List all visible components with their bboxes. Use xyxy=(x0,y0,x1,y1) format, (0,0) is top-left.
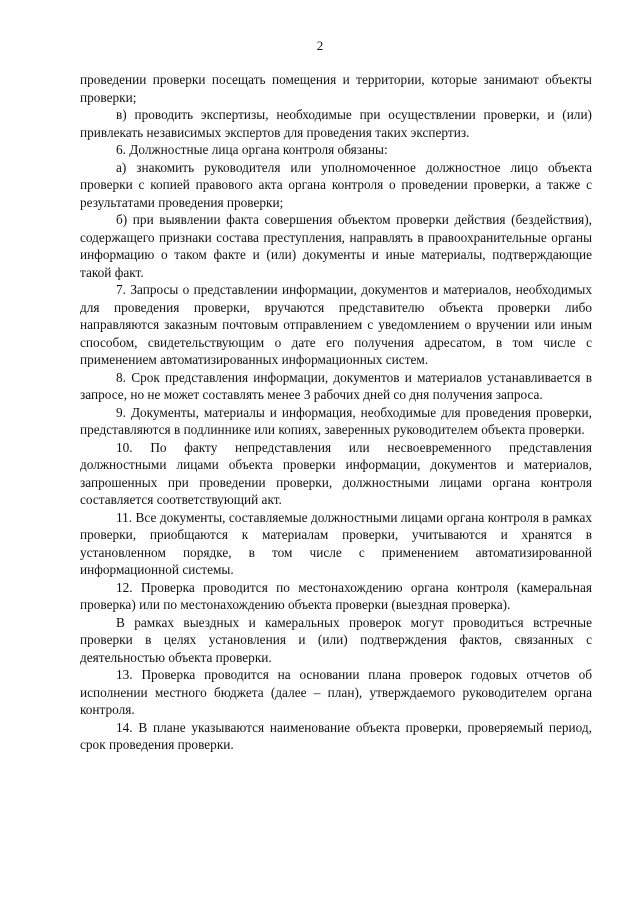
paragraph-continuation: проведении проверки посещать помещения и территории, которые занимают объекты проверки; xyxy=(80,72,592,105)
paragraph-6-a: а) знакомить руководителя или уполномоченное должностное лицо объекта проверки с копией правового акта органа контроля о проведении проверки, а также с результатами проведения проверки; xyxy=(80,159,592,210)
paragraph-item-v: в) проводить экспертизы, необходимые при осуществлении проверки, и (или) привлекать независимых экспертов для проведения таких экспертиз. xyxy=(80,107,592,140)
paragraph-8: 8. Срок представления информации, документов и материалов устанавливается в запросе, но не может составлять менее 3 рабочих дней со дня получения запроса. xyxy=(80,369,592,402)
paragraph-11: 11. Все документы, составляемые должностными лицами органа контроля в рамках проверки, приобщаются к материалам проверки, учитываются и хранятся в установленном порядке, в том числе с применением автоматизированной информационной системы. xyxy=(80,509,592,577)
paragraph-6: 6. Должностные лица органа контроля обязаны: xyxy=(116,142,388,157)
paragraph-7: 7. Запросы о представлении информации, документов и материалов, необходимых для проведения проверки, вручаются представителю объекта проверки либо направляются заказным почтовым отправлением с уведомлением о вручении или иным способом, свидетельствующим о дате его получения адресатом, в том числе с применением автоматизированных информационных систем. xyxy=(80,282,592,367)
page-number: 2 xyxy=(316,38,324,53)
paragraph-6-b: б) при выявлении факта совершения объектом проверки действия (бездействия), содержащего признаки состава преступления, направлять в правоохранительные органы информацию о таком факте и (или) документы и иные материалы, подтверждающие такой факт. xyxy=(80,212,592,280)
paragraph-14: 14. В плане указываются наименование объекта проверки, проверяемый период, срок проведения проверки. xyxy=(80,719,592,752)
paragraph-13: 13. Проверка проводится на основании плана проверок годовых отчетов об исполнении местного бюджета (далее – план), утверждаемого руководителем органа контроля. xyxy=(80,667,592,717)
document-body xyxy=(80,71,592,754)
paragraph-9: 9. Документы, материалы и информация, необходимые для проведения проверки, представляются в подлиннике или копиях, заверенных руководителем объекта проверки. xyxy=(80,404,592,437)
paragraph-12: 12. Проверка проводится по местонахождению органа контроля (камеральная проверка) или по местонахождению объекта проверки (выездная проверка). xyxy=(80,579,592,612)
paragraph-12-counter-checks: В рамках выездных и камеральных проверок могут проводиться встречные проверки в целях установления и (или) подтверждения фактов, связанных с деятельностью объекта проверки. xyxy=(80,614,592,665)
paragraph-10: 10. По факту непредставления или несвоевременного представления должностными лицами объекта проверки информации, документов и материалов, запрошенных при проведении проверки, должностными лицами органа контроля составляется соответствующий акт. xyxy=(80,439,592,507)
